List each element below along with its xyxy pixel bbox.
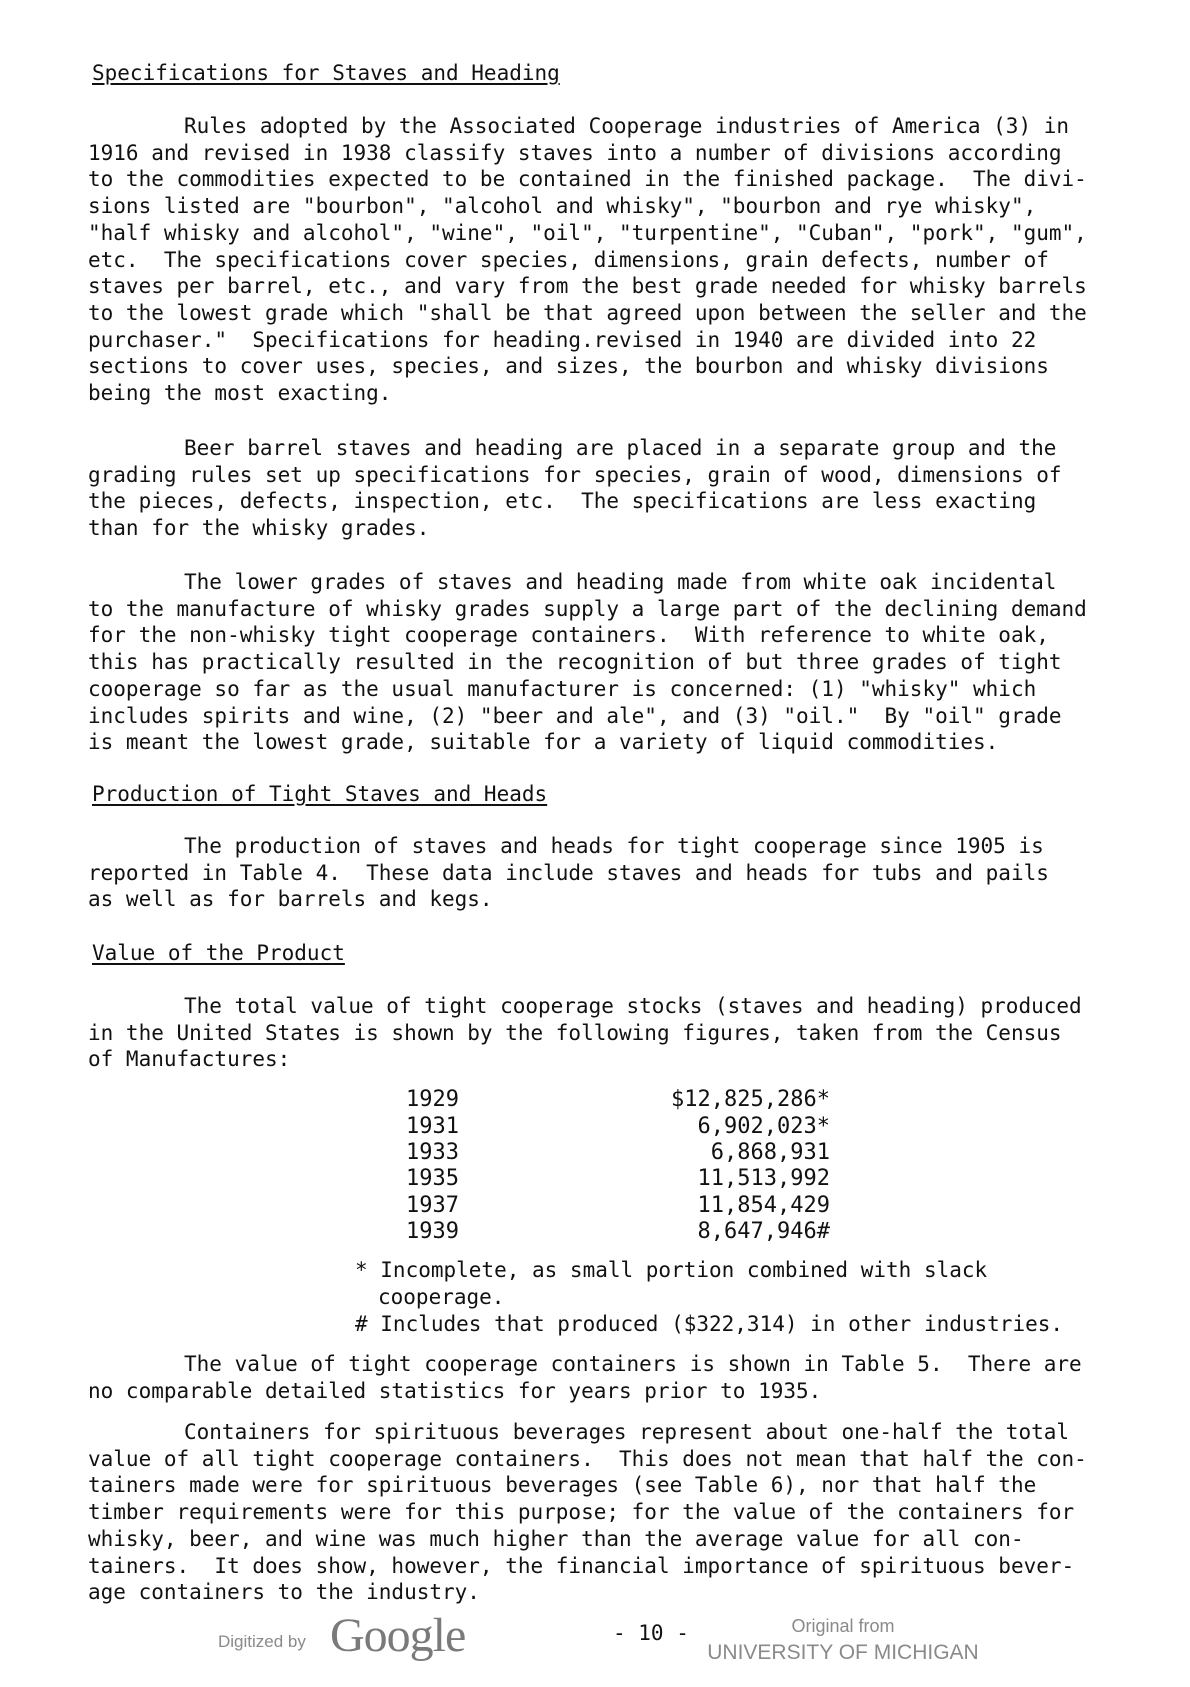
text-line: "half whisky and alcohol", "wine", "oil", "turpentine", "Cuban", "pork", "gum",: [88, 220, 1087, 245]
table-year: 1929: [406, 1087, 459, 1112]
university-label: UNIVERSITY OF MICHIGAN: [707, 1641, 979, 1664]
section-heading-production: Production of Tight Staves and Heads: [92, 782, 548, 806]
text-line: 1916 and revised in 1938 classify staves into a number of divisions according: [88, 140, 1062, 165]
paragraph-spirituous: [88, 1419, 1108, 1606]
text-line: age containers to the industry.: [88, 1580, 480, 1605]
text-line: reported in Table 4. These data include staves and heads for tubs and pails: [88, 860, 1049, 885]
text-line: The total value of tight cooperage stocks (staves and heading) produced: [184, 994, 1082, 1018]
text-line: than for the whisky grades.: [88, 516, 430, 541]
text-line: purchaser." Specifications for heading.revised in 1940 are divided into 22: [88, 327, 1037, 352]
paragraph-table5: [88, 1351, 1108, 1404]
text-line: tainers made were for spirituous beverages (see Table 6), nor that half the: [88, 1473, 1037, 1498]
text-line: being the most exacting.: [88, 381, 392, 406]
text-line: to the manufacture of whisky grades supply a large part of the declining demand: [88, 596, 1087, 621]
paragraph-specs-rules: [88, 113, 1108, 407]
footnote-incomplete-cont: cooperage.: [378, 1285, 505, 1309]
table-value: 8,647,946#: [697, 1219, 830, 1244]
table-value: 6,868,931: [710, 1140, 830, 1165]
text-line: includes spirits and wine, (2) "beer and ale", and (3) "oil." By "oil" grade: [88, 703, 1062, 728]
digitized-by-label: Digitized by: [218, 1632, 306, 1651]
text-line: The value of tight cooperage containers is shown in Table 5. There are: [184, 1352, 1082, 1376]
table-year: 1939: [406, 1219, 459, 1244]
text-line: etc. The specifications cover species, dimensions, grain defects, number of: [88, 247, 1049, 272]
table-year: 1931: [406, 1114, 459, 1139]
text-line: staves per barrel, etc., and vary from the best grade needed for whisky barrels: [88, 274, 1087, 299]
table-year: 1933: [406, 1140, 459, 1165]
text-line: no comparable detailed statistics for years prior to 1935.: [88, 1378, 822, 1403]
text-line: sions listed are "bourbon", "alcohol and whisky", "bourbon and rye whisky",: [88, 194, 1037, 219]
paragraph-beer-barrel: [88, 435, 1108, 542]
paragraph-production: [88, 833, 1108, 913]
text-line: Beer barrel staves and heading are placed in a separate group and the: [184, 436, 1057, 460]
section-heading-specifications: Specifications for Staves and Heading: [92, 61, 560, 85]
text-line: as well as for barrels and kegs.: [88, 887, 493, 912]
original-from-label: Original from: [791, 1616, 895, 1636]
text-line: Rules adopted by the Associated Cooperage industries of America (3) in: [184, 114, 1070, 138]
paragraph-total-value: [88, 993, 1108, 1073]
footnote-incomplete: * Incomplete, as small portion combined with slack: [355, 1258, 988, 1282]
text-line: to the lowest grade which "shall be that agreed upon between the seller and the: [88, 300, 1087, 325]
table-value: 11,854,429: [697, 1193, 830, 1218]
table-value: $12,825,286*: [671, 1087, 830, 1112]
text-line: the pieces, defects, inspection, etc. The specifications are less exacting: [88, 489, 1037, 514]
text-line: is meant the lowest grade, suitable for a variety of liquid commodities.: [88, 730, 999, 755]
text-line: grading rules set up specifications for species, grain of wood, dimensions of: [88, 462, 1062, 487]
table-value: 11,513,992: [697, 1166, 830, 1191]
text-line: whisky, beer, and wine was much higher than the average value for all con-: [88, 1526, 1024, 1551]
text-line: to the commodities expected to be contained in the finished package. The divi-: [88, 167, 1087, 192]
text-line: of Manufactures:: [88, 1047, 291, 1072]
page-number: - 10 -: [613, 1621, 689, 1645]
text-line: The production of staves and heads for tight cooperage since 1905 is: [184, 834, 1044, 858]
google-logo: Google: [330, 1609, 466, 1662]
paragraph-lower-grades: [88, 569, 1108, 756]
text-line: in the United States is shown by the following figures, taken from the Census: [88, 1020, 1062, 1045]
text-line: The lower grades of staves and heading made from white oak incidental: [184, 570, 1057, 594]
text-line: tainers. It does show, however, the financial importance of spirituous bever-: [88, 1553, 1075, 1578]
text-line: cooperage so far as the usual manufacturer is concerned: (1) "whisky" which: [88, 676, 1037, 701]
section-heading-value: Value of the Product: [92, 941, 345, 965]
table-year: 1935: [406, 1166, 459, 1191]
text-line: timber requirements were for this purpose; for the value of the containers for: [88, 1500, 1075, 1525]
text-line: sections to cover uses, species, and sizes, the bourbon and whisky divisions: [88, 354, 1049, 379]
text-line: Containers for spirituous beverages represent about one-half the total: [184, 1420, 1070, 1444]
text-line: this has practically resulted in the recognition of but three grades of tight: [88, 650, 1062, 675]
table-value: 6,902,023*: [697, 1114, 830, 1139]
text-line: value of all tight cooperage containers. This does not mean that half the con-: [88, 1446, 1087, 1471]
footnote-includes: # Includes that produced ($322,314) in other industries.: [355, 1312, 1064, 1336]
text-line: for the non-whisky tight cooperage containers. With reference to white oak,: [88, 623, 1049, 648]
table-year: 1937: [406, 1193, 459, 1218]
